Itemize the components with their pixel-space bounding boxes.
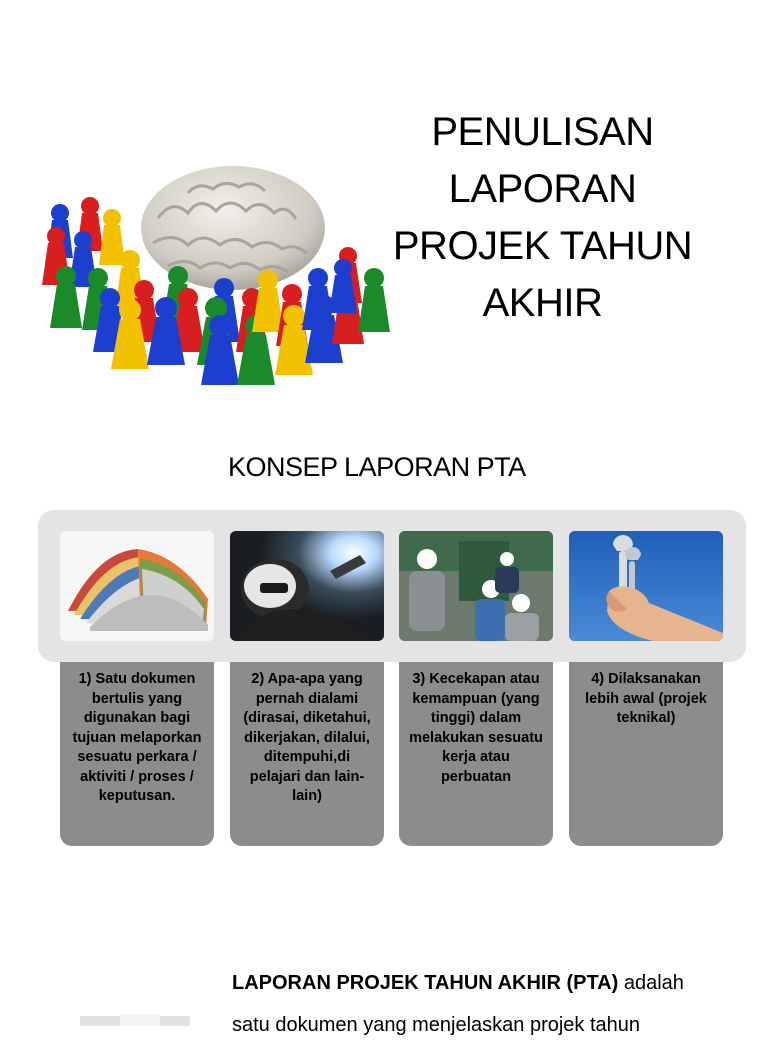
concept-card-4: 4) Dilaksanakan lebih awal (projek teknikal) — [569, 662, 723, 846]
hand-holding-wrench-photo — [569, 531, 723, 641]
pta-term: LAPORAN PROJEK TAHUN AKHIR (PTA) — [232, 972, 619, 994]
section-heading: KONSEP LAPORAN PTA — [228, 452, 526, 482]
title-line-1: PENULISAN — [431, 110, 654, 154]
brain-icon — [141, 166, 325, 290]
concept-card-1: 1) Satu dokumen bertulis yang digunakan bagi tujuan melaporkan sesuatu perkara / aktiviti / proses / keputusan. — [60, 662, 214, 846]
engineers-workers-photo — [399, 531, 553, 641]
slide-title — [370, 104, 715, 332]
welder-photo — [230, 531, 384, 641]
pta-term-continuation: adalah — [618, 972, 684, 994]
title-line-2: LAPORAN — [448, 167, 637, 211]
magazines-photo — [60, 531, 214, 641]
title-line-3: PROJEK TAHUN — [392, 224, 693, 268]
title-line-4: AKHIR — [482, 281, 603, 325]
pta-definition-paragraph — [232, 962, 732, 1046]
concept-card-3: 3) Kecekapan atau kemampuan (yang tinggi) dalam melakukan sesuatu kerja atau perbuatan — [399, 662, 553, 846]
concept-card-2: 2) Apa-apa yang pernah dialami (dirasai, diketahui, dikerjakan, dilalui, ditempuhi,di pelajari dan lain-lain) — [230, 662, 384, 846]
brain-with-game-pieces-illustration — [38, 148, 398, 393]
pta-definition-line-2: satu dokumen yang menjelaskan projek tahun — [232, 1014, 641, 1036]
